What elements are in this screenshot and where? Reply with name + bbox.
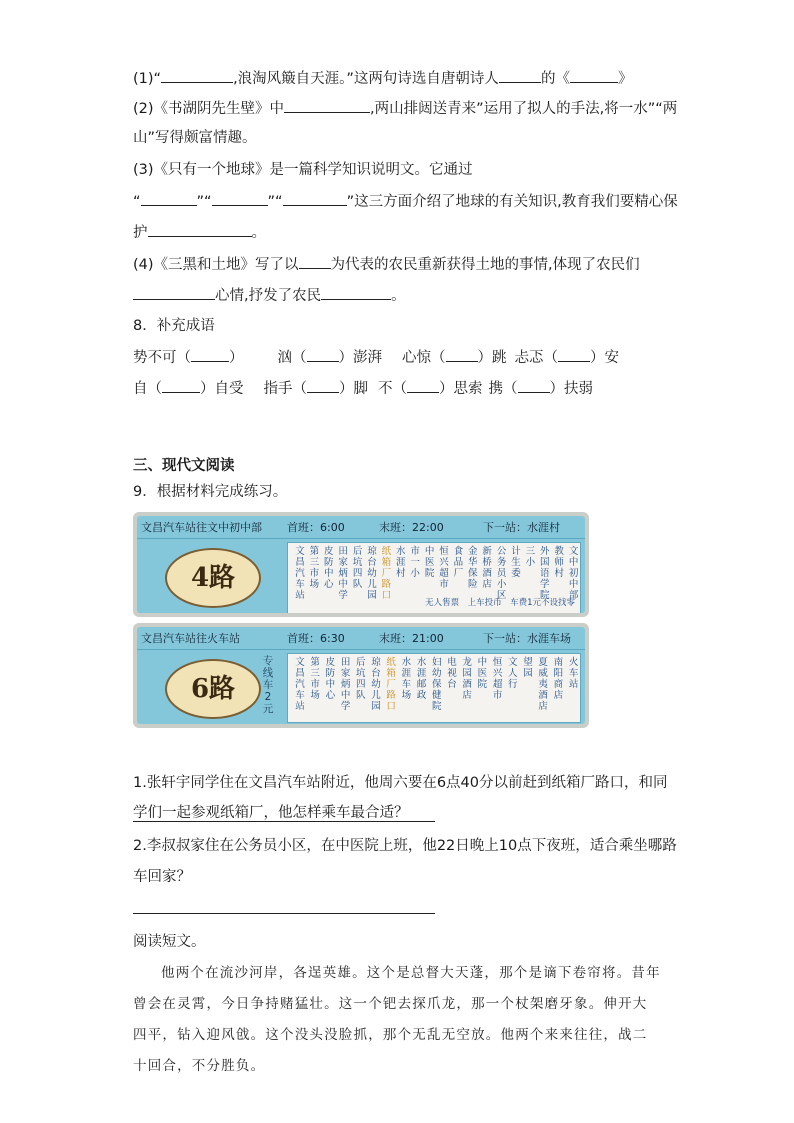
bus-stop: 水涯车场	[401, 657, 412, 701]
q8-title: 8．补充成语	[133, 318, 215, 334]
section-title: 三、现代文阅读	[133, 458, 235, 474]
bus-stop: 文人行	[508, 657, 518, 690]
blank[interactable]	[191, 347, 229, 362]
bus-stop: 火车站	[568, 657, 579, 690]
bus-stop: 夏威夷酒店	[538, 657, 548, 712]
bus-stop: 南阳商店	[553, 657, 564, 701]
bus-stop: 公务员小区	[496, 546, 507, 601]
blank[interactable]	[148, 222, 252, 237]
bus6-side-label: 专线车2元	[262, 655, 274, 715]
blank[interactable]	[446, 347, 478, 362]
blank[interactable]	[570, 68, 618, 83]
blank[interactable]	[307, 378, 339, 393]
bus6-title: 文昌汽车站往火车站	[141, 632, 240, 645]
bus-stop: 纸箱厂路口	[381, 546, 392, 601]
bus-route-6-card	[133, 623, 589, 728]
bus-stop: 文中初中部	[568, 546, 579, 601]
bus-stop: 望园	[523, 657, 533, 679]
blank[interactable]	[284, 98, 370, 113]
q7-line4: (3)《只有一个地球》是一篇科学知识说明文。它通过	[133, 162, 473, 178]
bus-stop: 妇幼保健院	[432, 657, 442, 712]
bus-stop: 三小	[525, 546, 536, 568]
bus-stop: 琼台幼儿园	[371, 657, 381, 712]
bus-stop: 琼台幼儿园	[367, 546, 377, 601]
bus-stop: 食品厂	[453, 546, 464, 579]
bus6-header: 首班：6:30 末班：21:00 下一站：水涯车场	[287, 632, 571, 645]
q7-line2: (2)《书湖阴先生壁》中 ,两山排闼送青来”运用了拟人的手法,将一水”“两	[133, 98, 677, 119]
subq1-line1: 1.张轩宇同学住在文昌汽车站附近，他周六要在6点40分以前赶到纸箱厂路口，和同	[133, 775, 668, 791]
bus-stop: 中医院	[424, 546, 435, 579]
blank[interactable]	[407, 378, 439, 393]
q7-line5: “ ”“ ”“ ”这三方面介绍了地球的有关知识,教育我们要精心保	[133, 191, 678, 212]
answer-line-2[interactable]	[133, 913, 435, 914]
q7-line1: (1)“ ,浪淘风簸自天涯。”这两句诗选自唐朝诗人 的《 》	[133, 68, 632, 89]
bus-stop: 后坑四队	[352, 546, 363, 590]
subq1-line2: 学们一起参观纸箱厂，他怎样乘车最合适？	[133, 805, 409, 821]
bus4-title: 文昌汽车站往文中初中部	[141, 521, 262, 534]
blank[interactable]	[558, 347, 590, 362]
q7-line3: 山”写得颇富情趣。	[133, 130, 257, 146]
reading-passage: 他两个在流沙河岸，各逞英雄。这个是总督大天蓬，那个是谪下卷帘将。昔年曾会在灵霄，今日争持赌猛壮。这一个钯去探爪龙，那一个杖架磨牙象。伸开大四平，钻入迎风戗。这个没头没脸抓，那个无乱无空放。他两个来来往往，战二十回合，不分胜负。	[133, 965, 661, 1074]
q8-row2: 自（ ）自受 指手（ ）脚 不（ ）思索 携（ ）扶弱	[133, 378, 593, 399]
bus-stop: 第三市场	[309, 546, 320, 590]
blank[interactable]	[212, 191, 268, 206]
bus-route-4-card	[133, 512, 589, 617]
bus-stop: 皮防中心	[325, 657, 336, 701]
blank[interactable]	[307, 347, 339, 362]
bus-stop: 教师村	[554, 546, 564, 579]
answer-line-1[interactable]	[133, 821, 435, 822]
bus-stop: 计生委	[511, 546, 521, 579]
subq2-line2: 车回家？	[133, 869, 191, 885]
bus-stop: 新桥酒店	[482, 546, 492, 590]
bus-stop: 田家炳中学	[338, 546, 348, 601]
subq2-line1: 2.李叔叔家住在公务员小区，在中医院上班，他22日晚上10点下夜班，适合乘坐哪路	[133, 838, 677, 854]
bus-stop: 第三市场	[310, 657, 320, 701]
q7-line6: 护 。	[133, 222, 266, 243]
blank[interactable]	[321, 285, 391, 300]
bus-stop: 恒兴超市	[439, 546, 449, 590]
bus-stop: 田家炳中学	[340, 657, 351, 712]
bus-stop: 皮防中心	[324, 546, 334, 590]
bus4-header: 首班：6:00 末班：22:00 下一站：水涯村	[287, 521, 560, 534]
bus-stop: 恒兴超市	[492, 657, 503, 701]
q8-row1: 势不可（ ） 汹（ ）澎湃 心惊（ ）跳 忐忑（ ）安	[133, 347, 619, 368]
bus-stop: 文昌汽车站	[295, 546, 305, 601]
q7-line7: (4)《三黑和土地》写了以 为代表的农民重新获得土地的事情,体现了农民们	[133, 254, 640, 275]
bus6-stops	[287, 653, 581, 723]
blank[interactable]	[283, 191, 347, 206]
bus-stop: 纸箱厂路口	[386, 657, 396, 712]
bus4-route-badge: 4路	[165, 548, 261, 608]
bus-stop: 后坑四队	[356, 657, 366, 701]
blank[interactable]	[299, 254, 331, 269]
blank[interactable]	[162, 378, 200, 393]
blank[interactable]	[161, 68, 233, 83]
bus-stop: 中医院	[477, 657, 488, 690]
q7-line8: 心情,抒发了农民 。	[133, 285, 406, 306]
bus-stop: 外国语学院	[540, 546, 550, 601]
bus-stop: 龙园酒店	[462, 657, 472, 701]
bus-stop: 文昌汽车站	[295, 657, 305, 712]
bus-stop: 水涯邮政	[416, 657, 427, 701]
reading-title: 阅读短文。	[133, 934, 206, 950]
bus-stop: 金华保险	[468, 546, 478, 590]
bus-stop: 市一小	[410, 546, 420, 579]
bus-stop: 电视台	[447, 657, 457, 690]
bus6-route-badge: 6路	[165, 659, 261, 719]
blank[interactable]	[518, 378, 550, 393]
bus4-footer: 无人售票 上车投币 车费1元不设找零	[425, 598, 575, 608]
bus-stop: 水涯村	[396, 546, 406, 579]
blank[interactable]	[133, 285, 215, 300]
blank[interactable]	[141, 191, 197, 206]
blank[interactable]	[499, 68, 541, 83]
q9-title: 9．根据材料完成练习。	[133, 484, 288, 500]
